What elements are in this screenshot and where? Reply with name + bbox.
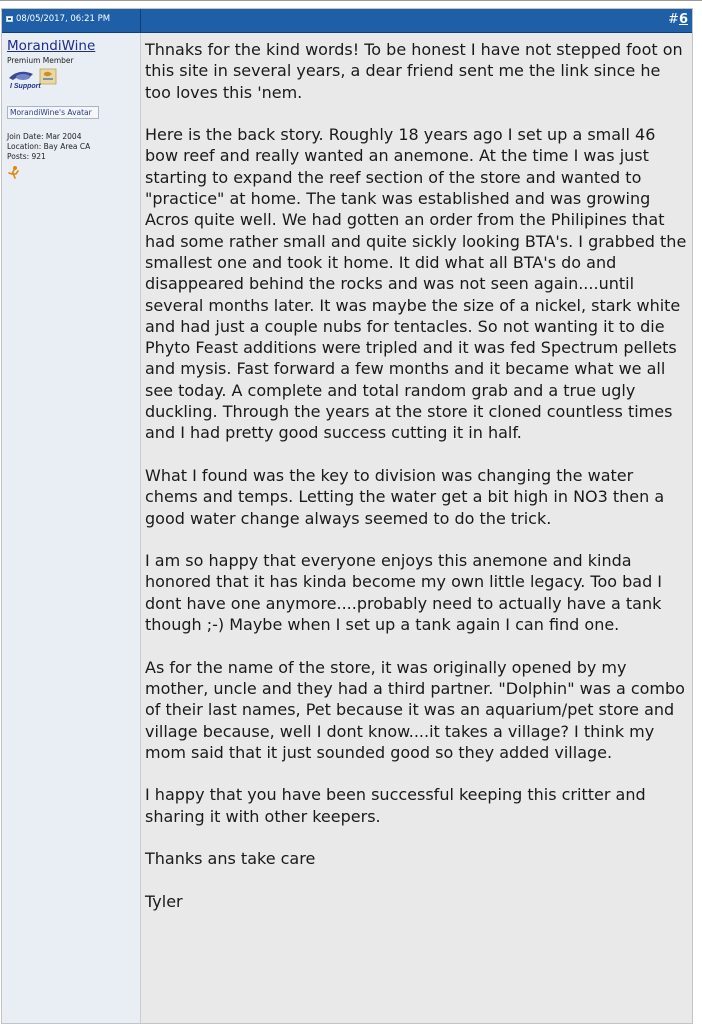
message-paragraph: I happy that you have been successful keeping this critter and sharing it with other keepers.: [145, 785, 646, 826]
message-column: [141, 33, 692, 1023]
message-paragraph: Thnaks for the kind words! To be honest I have not stepped foot on this site in several years, a dear friend sent me the link since he too loves this 'nem.: [145, 40, 683, 102]
avatar-alt-text: MorandiWine's Avatar: [10, 108, 92, 117]
user-info-column: [2, 33, 141, 1023]
message-paragraph: Here is the back story. Roughly 18 years ago I set up a small 46 bow reef and really wanted an anemone. At the time I was just starting to expand the reef section of the store and wanted to "practice" at home. The tank was established and was growing Acros quite well. We had gotten an order from the Philipines that had some rather small and quite sickly looking BTA's. I grabbed the smallest one and took it home. It did what all BTA's do and disappeared behind the rocks and was not seen again....until several months later. It was maybe the size of a nickel, stark white and had just a couple nubs for tentacles. So not wanting it to die Phyto Feast additions were tripled and it was fed Spectrum pellets and mysis. Fast forward a few months and it became what we all see today. A complete and total random grab and a true ugly duckling. Through the years at the store it cloned countless times and I had pretty good success cutting it in half.: [145, 125, 687, 443]
post-number-link[interactable]: 6: [678, 12, 688, 27]
post-header: [2, 9, 692, 33]
message-paragraph: What I found was the key to division was changing the water chems and temps. Letting the water get a bit high in NO3 then a good water change always seemed to do the trick.: [145, 465, 665, 528]
location: Location: Bay Area CA: [7, 142, 91, 151]
user-details: [7, 132, 90, 162]
reputation-icon[interactable]: [7, 165, 21, 179]
forum-post: [1, 8, 693, 1024]
post-date: [6, 14, 110, 24]
message-paragraph: Thanks ans take care: [145, 849, 316, 869]
i-support-badge: [7, 66, 62, 90]
message-signature: Tyler: [145, 891, 183, 911]
post-number-prefix: #: [668, 12, 679, 27]
top-separator: [0, 0, 702, 1]
message-paragraph: As for the name of the store, it was originally opened by my mother, uncle and they had a third partner. "Dolphin" was a combo of their last names, Pet because it was an aquarium/pet store and village because, well I dont know....it takes a village? I think my mom said that it just sounded good so they added village.: [145, 657, 685, 762]
post-message: [145, 39, 689, 933]
post-status-icon: [6, 16, 13, 22]
badge-text: I Support: [10, 83, 41, 90]
username-link[interactable]: MorandiWine: [7, 38, 96, 54]
message-paragraph: I am so happy that everyone enjoys this anemone and kinda honored that it has kinda become my own little legacy. Too bad I dont have one anymore....probably need to actually have a tank though ;-) Maybe when I set up a tank again I can find one.: [145, 551, 663, 635]
post-number: [668, 12, 688, 27]
header-divider: [140, 9, 141, 32]
user-avatar[interactable]: [7, 106, 99, 119]
join-date: Join Date: Mar 2004: [7, 132, 82, 141]
user-title: Premium Member: [7, 56, 74, 65]
post-count: Posts: 921: [7, 152, 46, 161]
post-date-text: 08/05/2017, 06:21 PM: [16, 14, 111, 24]
